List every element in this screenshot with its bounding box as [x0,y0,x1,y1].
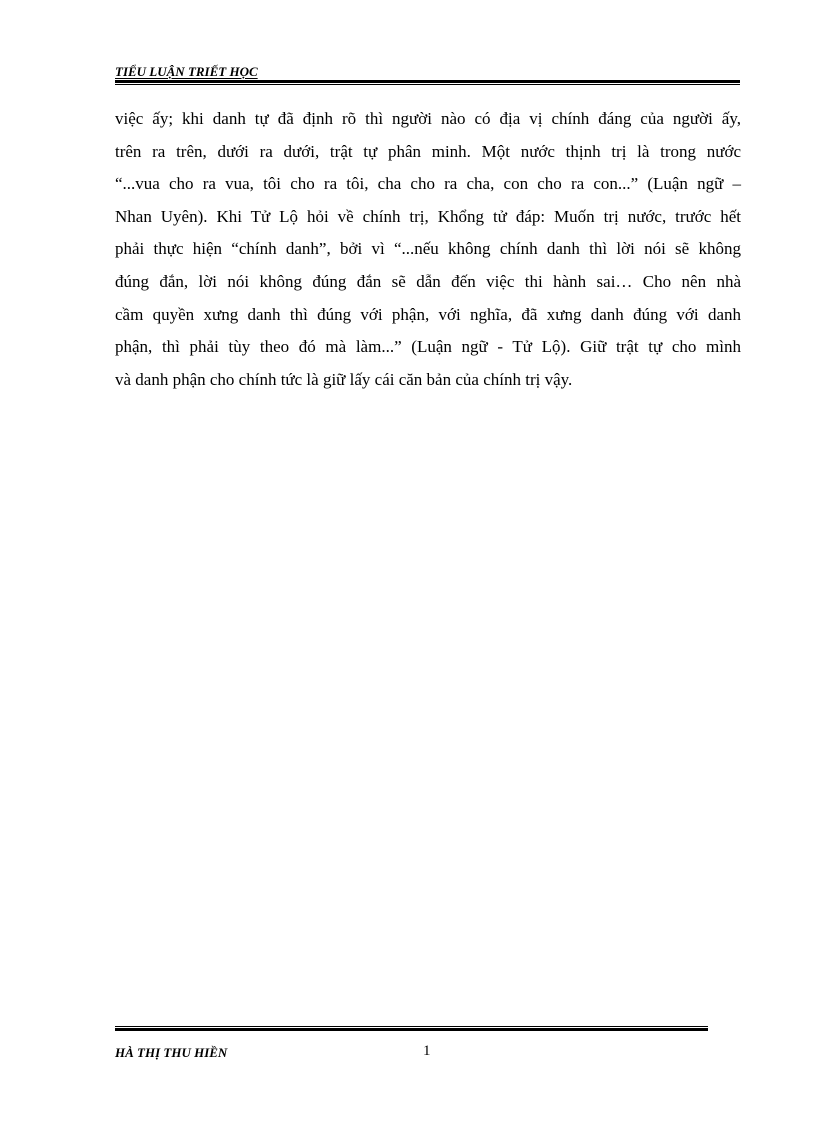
paragraph-line: phận, thì phải tùy theo đó mà làm...” (Luận ngữ - Tử Lộ). Giữ trật tự cho mình [115,337,741,357]
page-number: 1 [423,1043,431,1059]
paragraph-line: và danh phận cho chính tức là giữ lấy cái căn bản của chính trị vậy. [115,369,573,389]
paragraph-line: đúng đắn, lời nói không đúng đắn sẽ dẫn đến việc thi hành sai… Cho nên nhà [115,271,741,291]
paragraph-line: cầm quyền xưng danh thì đúng với phận, với nghĩa, đã xưng danh đúng với danh [115,304,741,324]
header-rule [115,80,740,85]
footer-rule [115,1026,708,1031]
paragraph-line: trên ra trên, dưới ra dưới, trật tự phân minh. Một nước thịnh trị là trong nước [115,141,741,161]
page-footer [115,1026,708,1069]
body-paragraph [115,103,741,396]
page-header [115,64,740,85]
footer-author: HÀ THỊ THU HIỀN [115,1045,228,1060]
paragraph-line: Nhan Uyên). Khi Tử Lộ hỏi về chính trị, Khổng tử đáp: Muốn trị nước, trước hết [115,206,741,226]
paragraph-line: việc ấy; khi danh tự đã định rõ thì người nào có địa vị chính đáng của người ấy, [115,109,741,128]
header-title: TIỂU LUẬN TRIẾT HỌC [115,64,258,79]
paragraph-line: phải thực hiện “chính danh”, bởi vì “...nếu không chính danh thì lời nói sẽ không [115,239,741,259]
footer-row [115,1045,708,1069]
paragraph-line: “...vua cho ra vua, tôi cho ra tôi, cha cho ra cha, con cho ra con...” (Luận ngữ – [115,174,741,194]
